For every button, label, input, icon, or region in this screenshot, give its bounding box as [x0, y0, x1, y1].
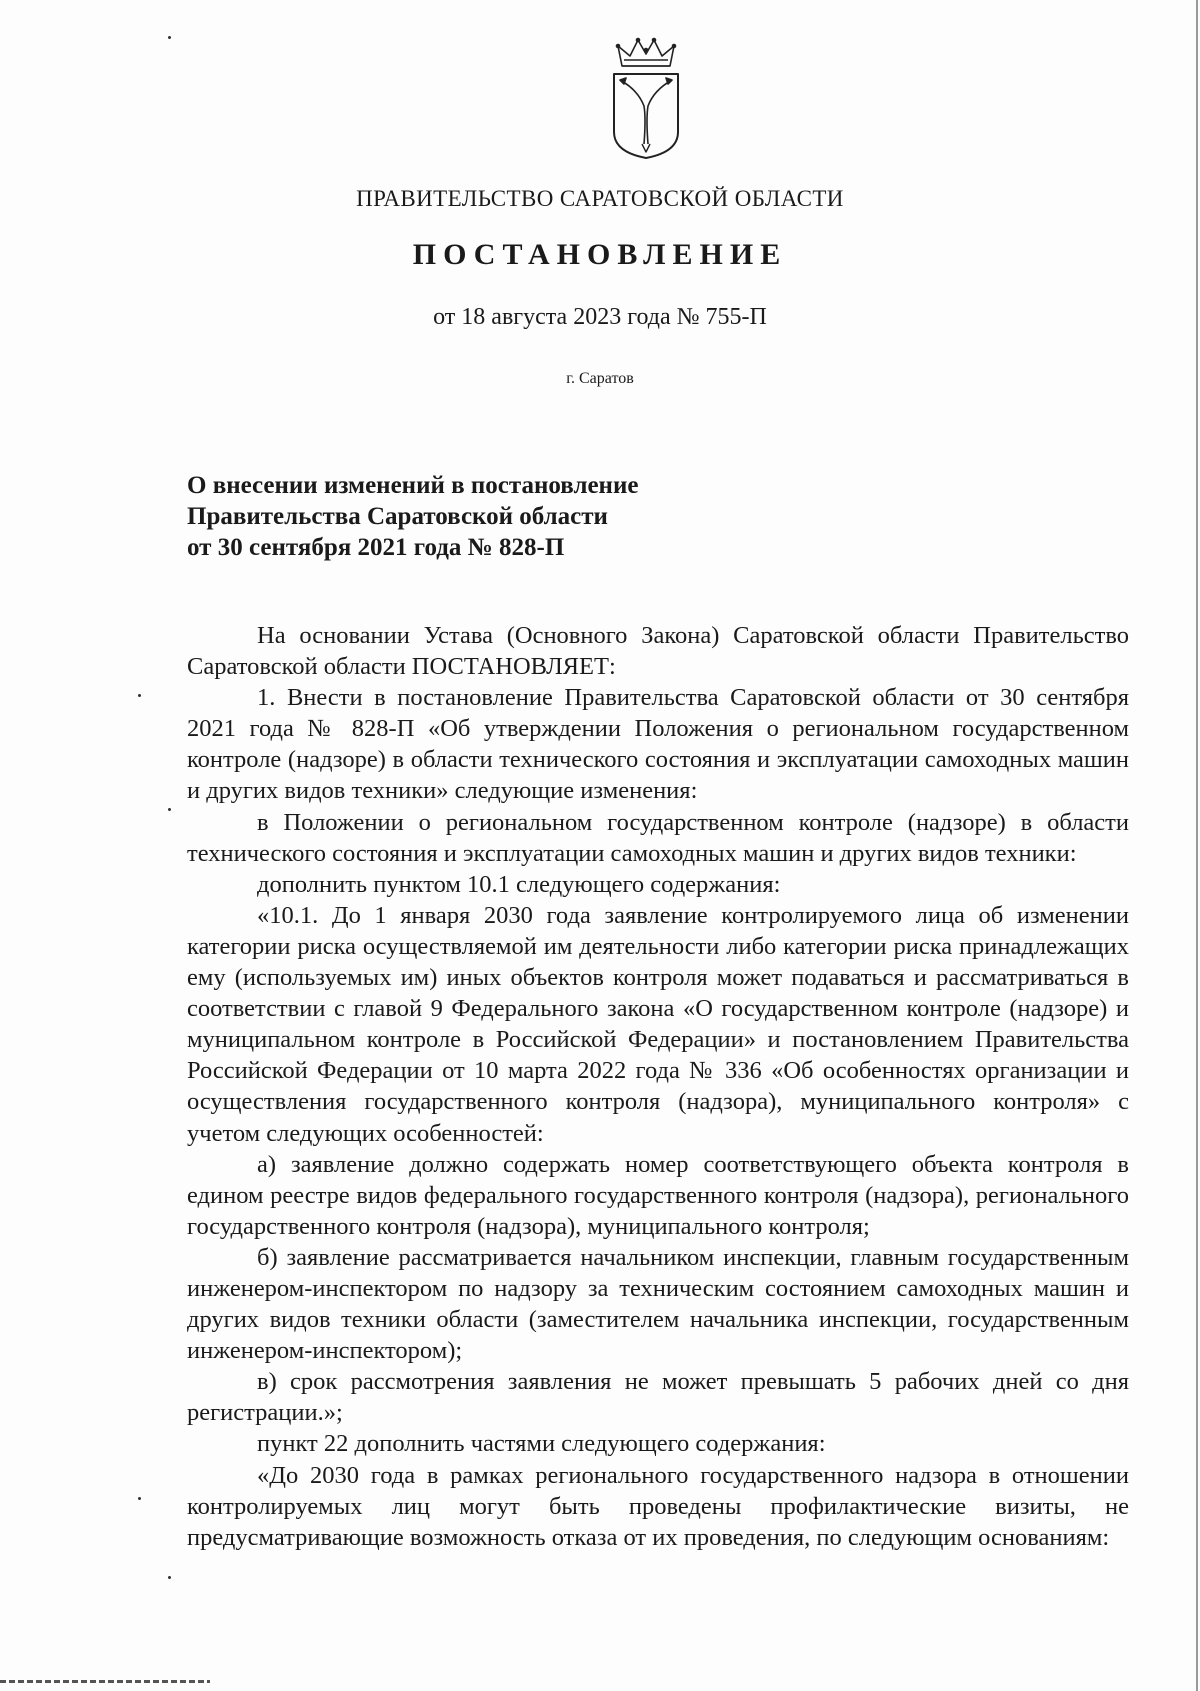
scan-speck [168, 36, 171, 39]
scan-edge [0, 1680, 210, 1683]
scan-speck [168, 808, 171, 811]
document-date-number: от 18 августа 2023 года № 755-П [433, 304, 767, 330]
body-paragraph: «10.1. До 1 января 2030 года заявление контролируемого лица об изменении категории риска осуществляемой им деятельности либо категории риска принадлежащих ему (используемых им) иных объектов контроля может подаваться и рассматриваться в соответствии с главой 9 Федерального закона «О государственном контроле (надзоре) и муниципальном контроле в Российской Федерации» и постановлением Правительства Российской Федерации от 10 марта 2022 года № 336 «Об особенностях организации и осуществления государственного контроля (надзора), муниципального контроля» с учетом следующих особенностей: [187, 901, 1129, 1147]
subject-line: Правительства Саратовской области [187, 503, 608, 530]
coat-of-arms-icon [608, 36, 684, 162]
body-paragraph: На основании Устава (Основного Закона) Саратовской области Правительство Саратовской области ПОСТАНОВЛЯЕТ: [187, 622, 1129, 681]
issuer-title: ПРАВИТЕЛЬСТВО САРАТОВСКОЙ ОБЛАСТИ [356, 186, 844, 211]
body-paragraph: 1. Внести в постановление Правительства Саратовской области от 30 сентября 2021 года № 828-П «Об утверждении Положения о региональном государственном контроле (надзоре) в области технического состояния и эксплуатации самоходных машин и других видов техники» следующие изменения: [187, 684, 1129, 805]
subject-line: от 30 сентября 2021 года № 828-П [187, 534, 565, 561]
document-type-title: ПОСТАНОВЛЕНИЕ [412, 238, 788, 271]
document-city: г. Саратов [566, 370, 634, 387]
body-paragraph: дополнить пунктом 10.1 следующего содержания: [257, 870, 781, 898]
body-paragraph: «До 2030 года в рамках регионального государственного надзора в отношении контролируемых лиц могут быть проведены профилактические визиты, не предусматривающие возможность отказа от их проведения, по следующим основаниям: [187, 1461, 1129, 1551]
body-paragraph: а) заявление должно содержать номер соответствующего объекта контроля в едином реестре видов федерального государственного контроля (надзора), регионального государственного контроля (надзора), муниципального контроля; [187, 1150, 1129, 1240]
body-paragraph: б) заявление рассматривается начальником инспекции, главным государственным инженером-инспектором по надзору за техническим состоянием самоходных машин и других видов техники области (заместителем начальника инспекции, государственным инженером-инспектором); [187, 1243, 1129, 1365]
body-paragraph: пункт 22 дополнить частями следующего содержания: [257, 1430, 826, 1458]
scan-speck [138, 1497, 141, 1500]
body-paragraph: в Положении о региональном государственном контроле (надзоре) в области технического состояния и эксплуатации самоходных машин и других видов техники: [187, 808, 1129, 867]
scan-speck [168, 1576, 171, 1579]
document-body [187, 620, 1129, 1553]
scan-speck [138, 694, 141, 697]
body-paragraph: в) срок рассмотрения заявления не может превышать 5 рабочих дней со дня регистрации.»; [187, 1368, 1129, 1427]
document-subject [187, 470, 638, 563]
subject-line: О внесении изменений в постановление [187, 472, 639, 499]
